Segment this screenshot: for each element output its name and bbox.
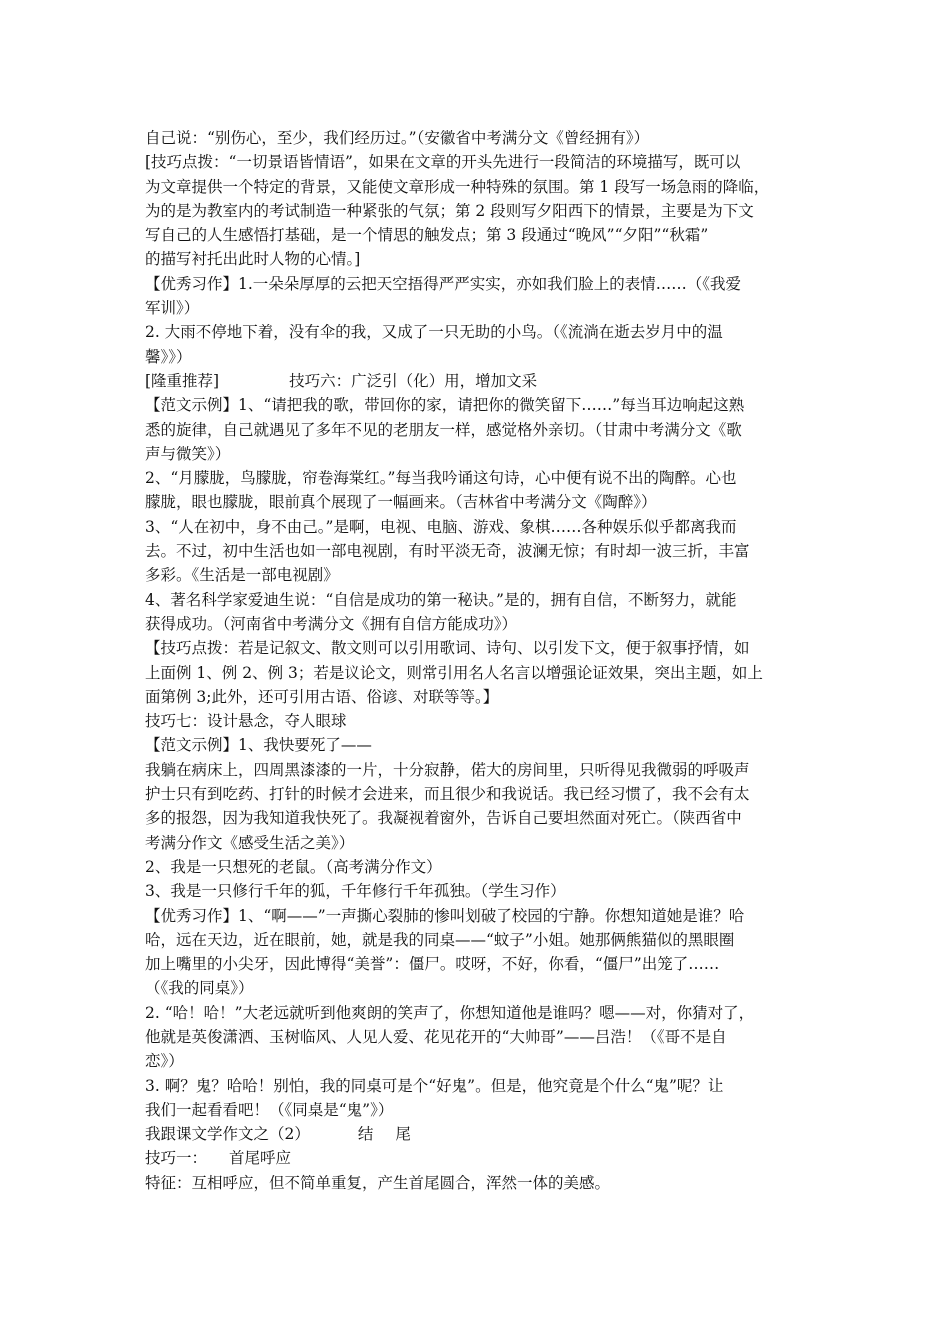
text-line: 上面例 1、例 2、例 3；若是议论文，则常引用名人名言以增强论证效果，突出主题，如上: [145, 663, 763, 682]
text-line: 恋》）: [145, 1052, 184, 1071]
text-line: 哈，远在天边，近在眼前，她，就是我的同桌——“蚊子”小姐。她那俩熊猫似的黑眼圈: [145, 930, 735, 949]
text-line: 2. “哈！哈！”大老远就听到他爽朗的笑声了，你想知道他是谁吗？嗯——对，你猜对了，: [145, 1003, 755, 1022]
text-line: 3、我是一只修行千年的狐，千年修行千年孤独。（学生习作）: [145, 882, 566, 901]
technique-one-line: [145, 1146, 809, 1170]
document-body: [145, 126, 809, 1195]
text-line: 自己说：“别伤心，至少，我们经历过。”（安徽省中考满分文《曾经拥有》）: [145, 129, 650, 147]
text-line: 2、我是一只想死的老鼠。（高考满分作文）: [145, 857, 442, 876]
text-line: 声与微笑》）: [145, 444, 231, 463]
text-line: 为的是为教室内的考试制造一种紧张的气氛；第 2 段则写夕阳西下的情景，主要是为下文: [145, 201, 754, 220]
text-line: 4、著名科学家爱迪生说：“自信是成功的第一秘诀。”是的，拥有自信，不断努力，就能: [145, 590, 737, 609]
text-line: 多的报怨，因为我知道我快死了。我凝视着窗外，告诉自己要坦然面对死亡。（陕西省中: [145, 809, 742, 828]
text-line: 悉的旋律，自己就遇见了多年不见的老朋友一样，感觉格外亲切。（甘肃中考满分文《歌: [145, 420, 742, 439]
text-line: （《我的同桌》）: [145, 979, 254, 998]
text-line: 为文章提供一个特定的背景，又能使文章形成一种特殊的氛围。第 1 段写一场急雨的降临，: [145, 177, 770, 196]
text-line: 2、“月朦胧，鸟朦胧，帘卷海棠红。”每当我吟诵这句诗，心中便有说不出的陶醉。心也: [145, 469, 737, 488]
recommend-label: [隆重推荐]: [145, 371, 220, 390]
text-line: 去。不过，初中生活也如一部电视剧，有时平淡无奇，波澜无惊；有时却一波三折，丰富: [145, 542, 750, 561]
technique-one-title: 首尾呼应: [229, 1149, 292, 1168]
text-line: 获得成功。（河南省中考满分文《拥有自信方能成功》）: [145, 614, 518, 633]
text-line: 我们一起看看吧！（《同桌是“鬼”》）: [145, 1100, 394, 1119]
text-line: 加上嘴里的小尖牙，因此博得“美誉”：僵尸。哎呀，不好，你看，“僵尸”出笼了……: [145, 955, 720, 974]
text-line: 写自己的人生感悟打基础，是一个情思的触发点；第 3 段通过“晚风”“夕阳”“秋霜”: [145, 226, 709, 245]
text-line: 特征：互相呼应，但不简单重复，产生首尾圆合，浑然一体的美感。: [145, 1173, 611, 1192]
text-line: 的描写衬托出此时人物的心情。]: [145, 250, 361, 269]
text-line: 面第例 3;此外，还可引用古语、俗谚、对联等等。】: [145, 687, 499, 706]
text-line: 3. 啊？鬼？哈哈！别怕，我的同桌可是个“好鬼”。但是，他究竟是个什么“鬼”呢？让: [145, 1076, 724, 1095]
text-line: 我躺在病床上，四周黑漆漆的一片，十分寂静，偌大的房间里，只听得见我微弱的呼吸声: [145, 760, 750, 779]
text-line: 【优秀习作】1.一朵朵厚厚的云把天空捂得严严实实，亦如我们脸上的表情……（《我爱: [145, 274, 742, 293]
text-line: 他就是英俊潇洒、玉树临风、人见人爱、花见花开的“大帅哥”——吕浩！（《哥不是自: [145, 1027, 727, 1046]
text-line: 3、“人在初中，身不由己。”是啊，电视、电脑、游戏、象棋……各种娱乐似乎都离我而: [145, 517, 737, 536]
chapter-subtitle-char-2: 尾: [395, 1125, 411, 1144]
text-line: 2. 大雨不停地下着，没有伞的我，又成了一只无助的小鸟。（《流淌在逝去岁月中的温: [145, 323, 723, 342]
text-line: 【技巧点拨：若是记叙文、散文则可以引用歌词、诗句、以引发下文，便于叙事抒情，如: [145, 639, 750, 658]
text-line: 多彩。《生活是一部电视剧》: [145, 566, 339, 585]
text-line: 【范文示例】1、我快要死了——: [145, 736, 372, 755]
text-line: 考满分作文《感受生活之美》）: [145, 833, 355, 852]
chapter-heading-line: [145, 1122, 809, 1146]
technique-seven-title: 技巧七：设计悬念，夺人眼球: [145, 712, 347, 731]
text-line: 【范文示例】1、“请把我的歌，带回你的家，请把你的微笑留下……”每当耳边响起这熟: [145, 396, 745, 415]
text-line: 【优秀习作】1、“啊——”一声撕心裂肺的惨叫划破了校园的宁静。你想知道她是谁？哈: [145, 906, 745, 925]
chapter-title: 我跟课文学作文之（2）: [145, 1125, 310, 1144]
technique-six-title: 技巧六：广泛引（化）用，增加文采: [289, 371, 538, 390]
text-line: [技巧点拨：“一切景语皆情语”，如果在文章的开头先进行一段简洁的环境描写，既可以: [145, 153, 741, 172]
technique-one-label: 技巧一：: [145, 1149, 208, 1168]
text-line: 护士只有到吃药、打针的时候才会进来，而且很少和我说话。我已经习惯了，我不会有太: [145, 785, 750, 804]
text-line: 馨》》）: [145, 347, 192, 366]
text-line: 军训》）: [145, 299, 200, 318]
text-line: 朦胧，眼也朦胧，眼前真个展现了一幅画来。（吉林省中考满分文《陶醉》）: [145, 493, 657, 512]
chapter-subtitle-char-1: 结: [357, 1125, 374, 1144]
section-heading-line: [145, 369, 809, 393]
